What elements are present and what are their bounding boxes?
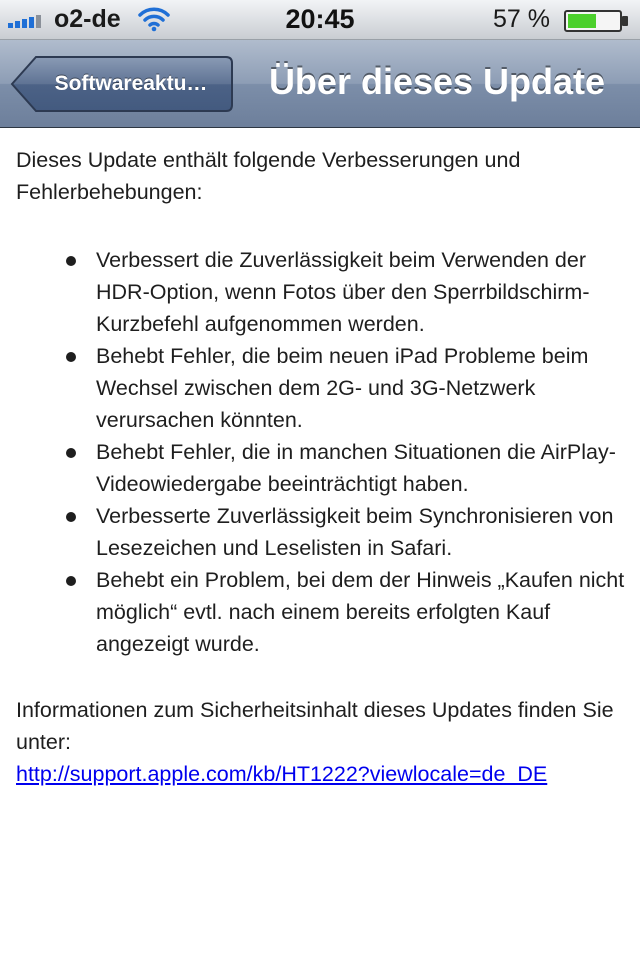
list-item-text: Verbesserte Zuverlässigkeit beim Synchronisieren von Lesezeichen und Leselisten in Safari. [96,504,614,560]
bullet-icon [66,512,76,522]
list-item-text: Behebt Fehler, die in manchen Situationen die AirPlay-Videowiedergabe beeinträchtigt haben. [96,440,616,496]
carrier-label: o2-de [54,5,121,33]
list-item [16,340,628,436]
bullet-icon [66,448,76,458]
security-info-link[interactable]: http://support.apple.com/kb/HT1222?viewlocale=de_DE [16,762,548,786]
intro-text: Dieses Update enthält folgende Verbesserungen und Fehlerbehebungen: [16,148,521,204]
battery-percent: 57 % [493,5,550,33]
clock: 20:45 [285,4,355,34]
list-item [16,244,628,340]
bullet-list [16,244,628,660]
battery-fill [568,14,596,28]
update-notes [16,128,628,790]
security-info-text [16,694,628,790]
bullet-icon [66,352,76,362]
list-item-text: Behebt ein Problem, bei dem der Hinweis „Kaufen nicht möglich“ evtl. nach einem bereits erfolgten Kauf angezeigt wurde. [96,568,625,656]
list-item-text: Behebt Fehler, die beim neuen iPad Probleme beim Wechsel zwischen dem 2G- und 3G-Netzwerk verursachen könnten. [96,344,589,432]
bullet-icon [66,256,76,266]
security-info-label: Informationen zum Sicherheitsinhalt dieses Updates finden Sie unter: [16,698,614,754]
list-item [16,436,628,500]
back-button[interactable] [10,55,234,113]
status-bar [0,0,640,40]
page-title: Über dieses Update [268,61,606,102]
list-item-text: Verbessert die Zuverlässigkeit beim Verwenden der HDR-Option, wenn Fotos über den Sperrbildschirm-Kurzbefehl aufgenommen werden. [96,248,590,336]
battery-icon [564,10,630,32]
list-item [16,564,628,660]
navigation-bar [0,40,640,128]
back-button-label: Softwareaktu… [54,72,208,95]
list-item [16,500,628,564]
bullet-icon [66,576,76,586]
